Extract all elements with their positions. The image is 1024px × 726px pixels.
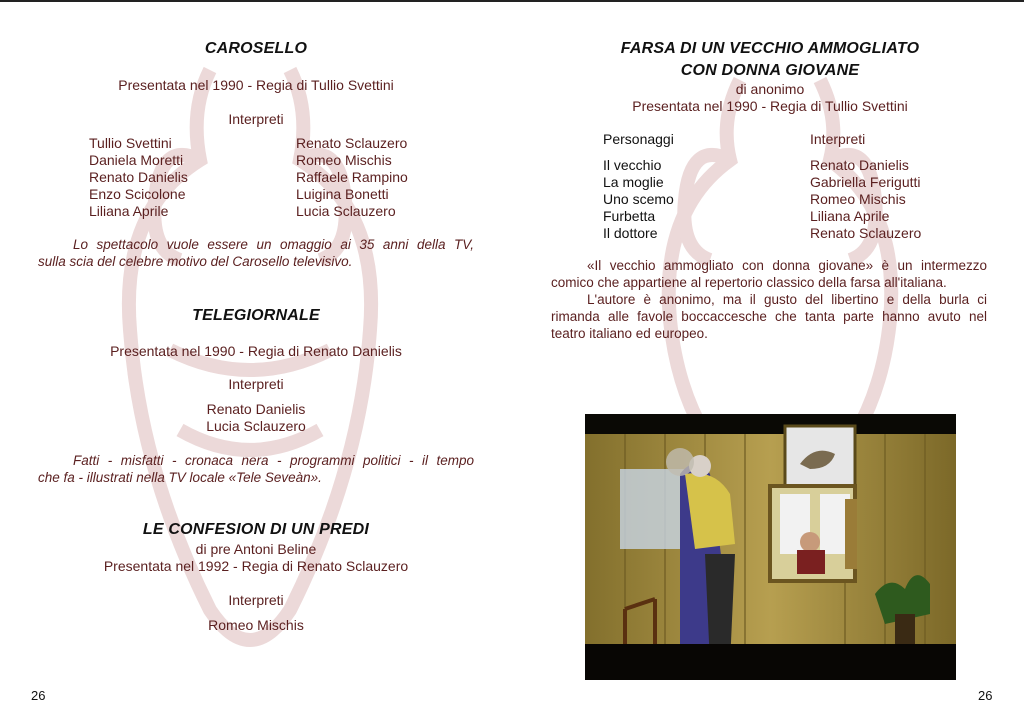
farsa-description [551,257,987,342]
cast-name: Renato Sclauzero [296,135,408,151]
carosello-cast-col2 [296,135,408,220]
personaggi-label: Personaggi [603,131,674,147]
cast-name: Romeo Mischis [296,152,392,168]
cast-name: Liliana Aprile [89,203,169,219]
cast-name: Liliana Aprile [810,208,890,224]
cast-name: Raffaele Rampino [296,169,408,185]
carosello-title: CAROSELLO [204,40,308,57]
telegiornale-interpreti-label: Interpreti [228,376,284,392]
farsa-presented: Presentata nel 1990 - Regia di Tullio Svettini [632,98,908,114]
stage-photo-icon [585,414,956,680]
cast-name: Gabriella Ferigutti [810,174,921,190]
description-line: che fa - illustrati nella TV locale «Tele Seveàn». [38,470,322,485]
paragraph-line: L'autore è anonimo, ma il gusto del libertino e della burla ci [587,292,987,307]
cast-name: Lucia Sclauzero [296,203,396,219]
cast-name: Daniela Moretti [89,152,184,168]
confesion-cast-name: Romeo Mischis [208,617,304,633]
cast-name: Renato Danielis [206,401,306,417]
cast-name: Enzo Scicolone [89,186,186,202]
cast-name: Renato Danielis [89,169,188,185]
description-line: sulla scia del celebre motivo del Carosello televisivo. [38,254,353,269]
cast-name: Luigina Bonetti [296,186,389,202]
cast-name: Romeo Mischis [810,191,906,207]
paragraph-line: teatro italiano ed europeo. [551,326,708,341]
character-name: Il vecchio [603,157,662,173]
cast-name: Renato Sclauzero [810,225,922,241]
cast-name: Renato Danielis [810,157,909,173]
cast-name: Tullio Svettini [89,135,172,151]
farsa-title-line1: FARSA DI UN VECCHIO AMMOGLIATO [620,40,920,57]
page-number-right: 26 [978,688,993,703]
character-name: Furbetta [603,208,656,224]
character-name: La moglie [603,174,664,190]
confesion-title: LE CONFESION DI UN PREDI [142,521,370,538]
confesion-interpreti-label: Interpreti [228,592,284,608]
telegiornale-presented: Presentata nel 1990 - Regia di Renato Danielis [110,343,402,359]
telegiornale-cast [0,401,512,435]
confesion-presented: Presentata nel 1992 - Regia di Renato Sclauzero [103,558,409,574]
personaggi-list [603,157,674,242]
farsa-title-line2: CON DONNA GIOVANE [680,62,860,79]
stage-photo [585,414,956,680]
character-name: Uno scemo [603,191,674,207]
interpreti-list [810,157,921,242]
interpreti-label: Interpreti [810,131,866,147]
character-name: Il dottore [603,225,658,241]
carosello-presented: Presentata nel 1990 - Regia di Tullio Svettini [118,77,394,93]
paragraph-line: rimanda alle favole boccaccesche che tanta parte hanno avuto nel [551,309,987,324]
cast-name: Lucia Sclauzero [206,418,306,434]
description-line: Lo spettacolo vuole essere un omaggio ai 35 anni della TV, [73,237,474,252]
confesion-author: di pre Antoni Beline [195,541,317,557]
paragraph-line: comico che appartiene al repertorio classico della farsa all'italiana. [551,275,947,290]
page-number-left: 26 [31,688,46,703]
carosello-interpreti-label: Interpreti [228,111,284,127]
carosello-cast-col1 [89,135,188,220]
paragraph-line: «Il vecchio ammogliato con donna giovane» è un intermezzo [587,258,987,273]
description-line: Fatti - misfatti - cronaca nera - programmi politici - il tempo [73,453,474,468]
telegiornale-title: TELEGIORNALE [192,307,320,324]
carosello-description [38,236,474,270]
telegiornale-description [38,452,474,486]
farsa-author: di anonimo [735,81,805,97]
